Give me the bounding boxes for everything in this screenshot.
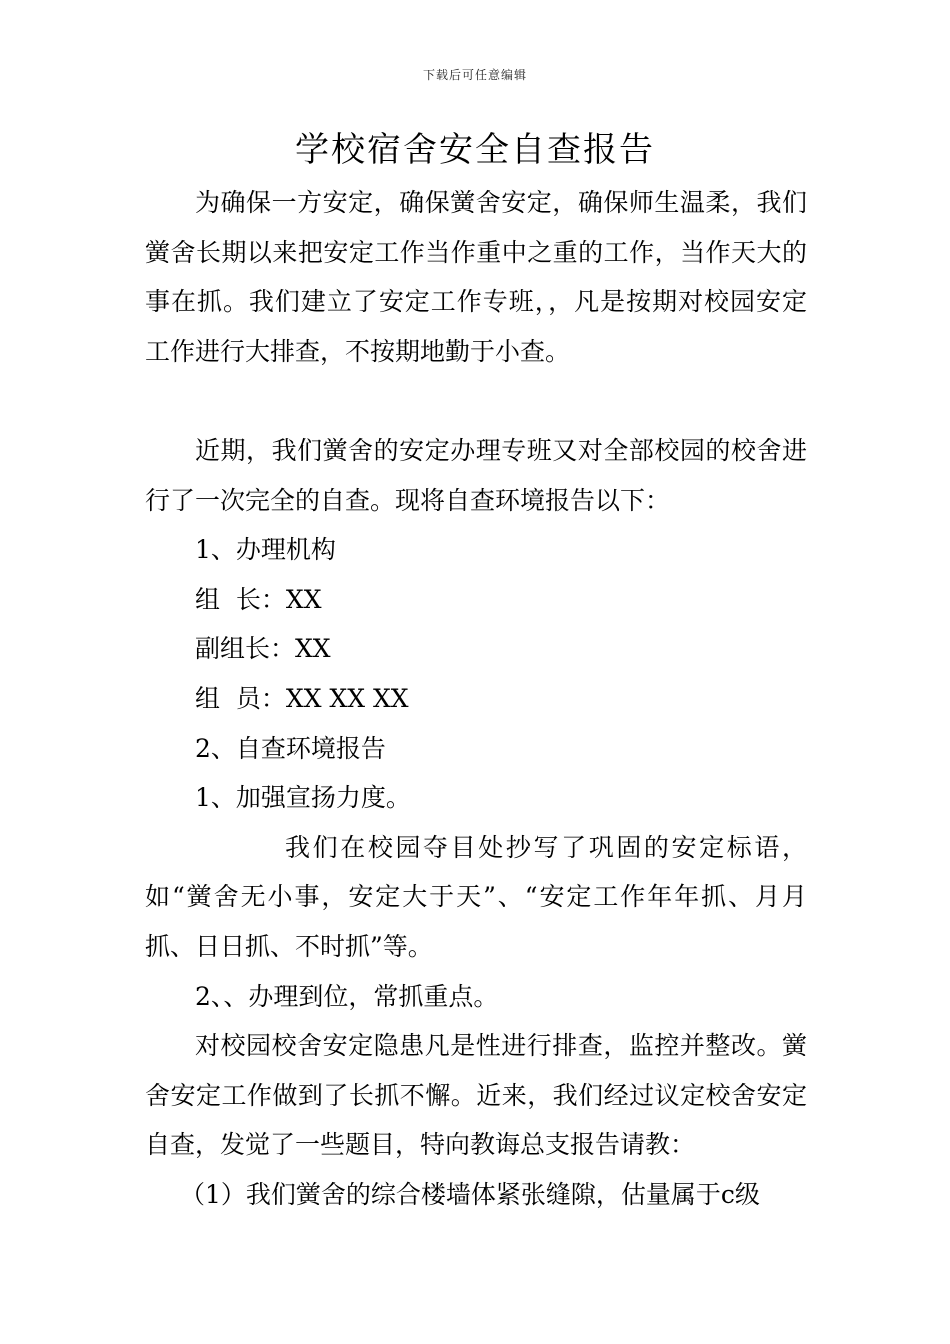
- paragraph-slogans: 我们在校园夺目处抄写了巩固的安定标语，如“黉舍无小事，安定大于天”、“安定工作年年抓、月月抓、日日抓、不时抓”等。: [145, 832, 807, 961]
- item-heading-management: 2、、办理到位，常抓重点。: [195, 981, 499, 1011]
- paragraph-wall-cracks: （1）我们黉舍的综合楼墙体紧张缝隙，估量属于c级: [180, 1179, 760, 1209]
- paragraph-inspection: 对校园校舍安定隐患凡是性进行排查，监控并整改。黉舍安定工作做到了长抓不懈。近来，我们经过议定校舍安定自查，发觉了一些题目，特向教诲总支报告请教：: [145, 1031, 807, 1160]
- paragraph-self-check: 近期，我们黉舍的安定办理专班又对全部校园的校舍进行了一次完全的自查。现将自查环境报告以下：: [145, 435, 807, 515]
- item-heading-publicity: 1、加强宣扬力度。: [195, 783, 411, 813]
- team-deputy: 副组长：XX: [195, 634, 331, 664]
- blank-line: [145, 376, 807, 426]
- document-title: 学校宿舍安全自查报告: [295, 130, 655, 170]
- section-heading-report: 2、自查环境报告: [195, 733, 386, 763]
- paragraph-intro: 为确保一方安定，确保黉舍安定，确保师生温柔，我们黉舍长期以来把安定工作当作重中之重的工作，当作天大的事在抓。我们建立了安定工作专班，，凡是按期对校园安定工作进行大排查，不按期地勤于小查。: [145, 188, 807, 366]
- team-leader: 组 长：XX: [195, 584, 322, 614]
- section-heading-organization: 1、办理机构: [195, 535, 336, 565]
- team-members: 组 员：XX XX XX: [195, 683, 409, 713]
- document-body: [145, 178, 807, 1219]
- header-note: 下载后可任意编辑: [422, 68, 527, 82]
